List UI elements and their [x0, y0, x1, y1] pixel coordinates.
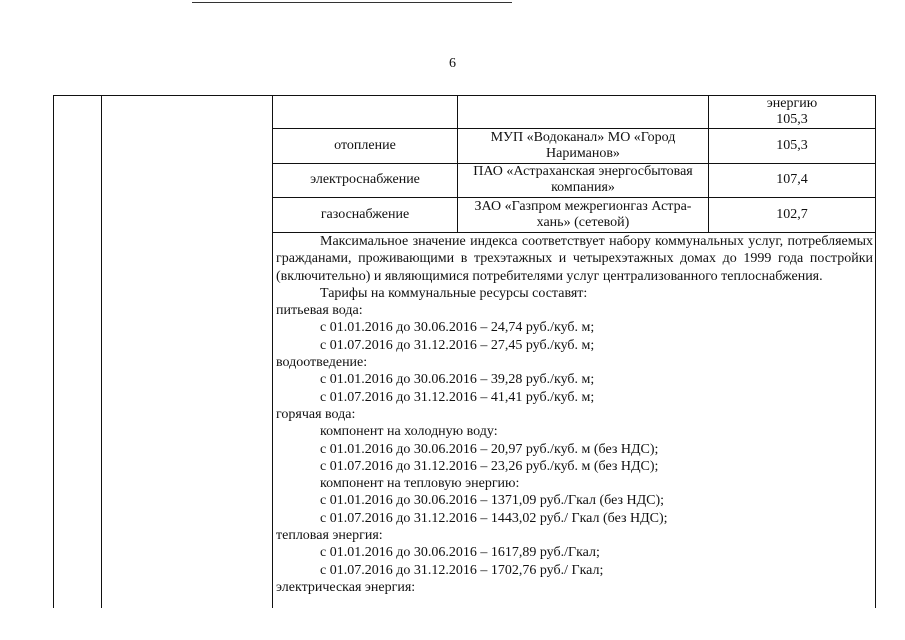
- table-row-provider-cell: [458, 163, 708, 197]
- drinking-water-tariff-2: с 01.07.2016 до 31.12.2016 – 27,45 руб./куб. м;: [320, 337, 595, 353]
- tariffs-intro: Тарифы на коммунальные ресурсы составят:: [320, 285, 588, 301]
- provider-line2: компания»: [551, 180, 615, 195]
- top-rule: [192, 2, 512, 3]
- hot-water-label: горячая вода:: [276, 406, 356, 422]
- electric-energy-label: электрическая энергия:: [276, 579, 416, 595]
- heat-component-label: компонент на тепловую энергию:: [320, 476, 520, 492]
- cold-component-tariff-1: с 01.01.2016 до 30.06.2016 – 20,97 руб./куб. м (без НДС);: [320, 441, 659, 457]
- first-row-index-cell: [709, 95, 875, 128]
- cold-component-label: компонент на холодную воду:: [320, 424, 498, 440]
- table-row-index-cell: [709, 163, 875, 197]
- table-row-index-cell: [709, 128, 875, 163]
- index-value: 102,7: [776, 206, 808, 222]
- heat-component-tariff-2: с 01.07.2016 до 31.12.2016 – 1443,02 руб./ Гкал (без НДС);: [320, 510, 668, 526]
- provider-line1: ЗАО «Газпром межрегионгаз Астра-: [474, 198, 692, 214]
- index-value: 105,3: [776, 137, 808, 153]
- table-row-index-cell: [709, 197, 875, 232]
- grid-line: [101, 95, 102, 608]
- table-row-service-cell: [273, 197, 457, 232]
- first-row-value-line1: энергию: [766, 95, 818, 111]
- provider-line1: ПАО «Астраханская энергосбытовая: [473, 164, 693, 179]
- service-name: электроснабжение: [310, 172, 420, 187]
- sewage-tariff-2: с 01.07.2016 до 31.12.2016 – 41,41 руб./куб. м;: [320, 389, 595, 405]
- page-number: 6: [449, 56, 456, 71]
- heat-energy-tariff-2: с 01.07.2016 до 31.12.2016 – 1702,76 руб./ Гкал;: [320, 562, 604, 578]
- table-row-provider-cell: [458, 197, 708, 232]
- index-value: 107,4: [776, 172, 808, 187]
- heat-energy-label: тепловая энергия:: [276, 528, 383, 544]
- table-row-service-cell: [273, 128, 457, 163]
- heat-component-tariff-1: с 01.01.2016 до 30.06.2016 – 1371,09 руб./Гкал (без НДС);: [320, 493, 665, 509]
- sewage-tariff-1: с 01.01.2016 до 30.06.2016 – 39,28 руб./куб. м;: [320, 372, 595, 388]
- table-row-service-cell: [273, 163, 457, 197]
- sewage-label: водоотведение:: [276, 355, 368, 371]
- provider-line2: Нариманов»: [546, 145, 620, 161]
- grid-line: [53, 95, 54, 608]
- service-name: газоснабжение: [320, 206, 410, 222]
- cold-component-tariff-2: с 01.07.2016 до 31.12.2016 – 23,26 руб./куб. м (без НДС);: [320, 458, 659, 474]
- grid-line: [875, 95, 876, 608]
- tariffs-text-block: [276, 233, 873, 596]
- service-name: отопление: [334, 137, 396, 153]
- drinking-water-tariff-1: с 01.01.2016 до 30.06.2016 – 24,74 руб./куб. м;: [320, 320, 595, 336]
- provider-line1: МУП «Водоканал» МО «Город: [490, 129, 676, 145]
- drinking-water-label: питьевая вода:: [276, 303, 363, 319]
- table-row-provider-cell: [458, 128, 708, 163]
- index-explanation-paragraph: Максимальное значение индекса соответствует набору коммунальных услуг, потребляемых гражданами, проживающими в трехэтажных и четырехэтажных домах до 1999 года постройки (включительно) и являющимися потребителями услуг централизованного теплоснабжения.: [276, 234, 873, 284]
- provider-line2: хань» (сетевой): [536, 214, 630, 230]
- first-row-value-line2: 105,3: [776, 111, 808, 127]
- heat-energy-tariff-1: с 01.01.2016 до 30.06.2016 – 1617,89 руб./Гкал;: [320, 545, 600, 561]
